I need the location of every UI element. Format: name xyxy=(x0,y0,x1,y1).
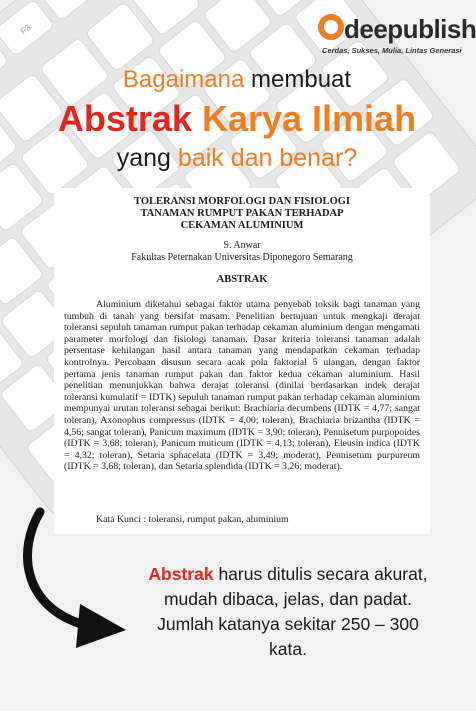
keyboard-key-label: F3 xyxy=(18,22,33,37)
headline-word-baik-dan-benar: baik dan benar? xyxy=(170,144,358,172)
document-title-line-3: CEKAMAN ALUMINIUM xyxy=(180,220,304,231)
abstract-body xyxy=(64,299,420,473)
document-title-line-1: TOLERANSI MORFOLOGI DAN FISIOLOGI xyxy=(134,196,350,207)
document-author: S. Anwar xyxy=(223,240,261,251)
headline-word-yang: yang xyxy=(116,144,171,172)
curved-arrow-icon xyxy=(18,508,148,658)
headline-word-membuat: membuat xyxy=(244,66,352,93)
brand-tagline: Cerdas, Sukses, Mulia, Lintas Generasi xyxy=(322,46,462,55)
headline-line-1 xyxy=(0,66,474,94)
headline-word-abstrak: Abstrak xyxy=(57,98,192,139)
note-text: harus ditulis secara akurat, mudah dibaca, jelas, dan padat. Jumlah katanya sekitar 250 – 300 kata. xyxy=(157,564,428,659)
headline-line-2 xyxy=(0,98,474,140)
headline-line-3 xyxy=(0,144,474,173)
abstract-note xyxy=(138,562,438,662)
document-author-block xyxy=(54,240,430,264)
headline-word-bagaimana: Bagaimana xyxy=(122,66,245,93)
brand-name: deepublish xyxy=(344,14,476,44)
abstract-paragraph: Aluminium diketahui sebagai faktor utama penyebab toksik bagi tanaman yang tumbuh di tanah yang bersifat masam. Penelitian bertujuan untuk mengkaji derajat toleransi sepuluh tanaman rumput pakan terhadap cekaman aluminium dengan mengamati parameter morfologi dan fisiologi tanaman. Dasar kriteria toleransi tanaman adalah persentase kehilangan hasil antara tanaman yang mendapatkan cekaman terhadap kontrolnya. Percobaan disusun secara acak pola faktorial 5 ulangan, dengan faktor pertama jenis tanaman rumput pakan dan faktor kedua cekaman aluminium. Hasil penelitian menunjukkan bahwa derajat toleransi (dinilai berdasarkan indek derajat toleransi kumulatif = IDTK) sepuluh tanaman rumput pakan terhadap cekaman aluminium mempunyai urutan toleransi sebagai berikut: Brachiaria decumbens (IDTK = 4,77; sangat toleran), Axonophus compressus (IDTK = 4,00; toleran), Brachiaria brizantha (IDTK = 4,56; sangat toleran), Panicum maximum (IDTK = 3,90; toleran), Pennisetum purpopoides (IDTK = 3,68; toleran), Panicum muticum (IDTK = 4,13; toleran), Eleusin indica (IDTK = 4,32; toleran), Setaria sphacelata (IDTK = 3,49; moderat), Pennisetum purpureum (IDTK = 3,68; toleran), dan Setaria splendida (IDTK = 3,26; moderat). xyxy=(64,299,420,473)
document-affiliation: Fakultas Peternakan Universitas Diponegoro Semarang xyxy=(131,252,353,263)
document-title-line-2: TANAMAN RUMPUT PAKAN TERHADAP xyxy=(140,208,344,219)
abstract-document-sample xyxy=(54,188,430,534)
note-highlight: Abstrak xyxy=(148,564,214,584)
headline-word-karya-ilmiah: Karya Ilmiah xyxy=(191,98,417,139)
abstract-heading: ABSTRAK xyxy=(216,274,268,285)
document-title xyxy=(54,196,430,232)
logo-mark-icon xyxy=(318,14,344,40)
keywords: Kata Kunci : toleransi, rumput pakan, aluminium xyxy=(96,514,289,525)
